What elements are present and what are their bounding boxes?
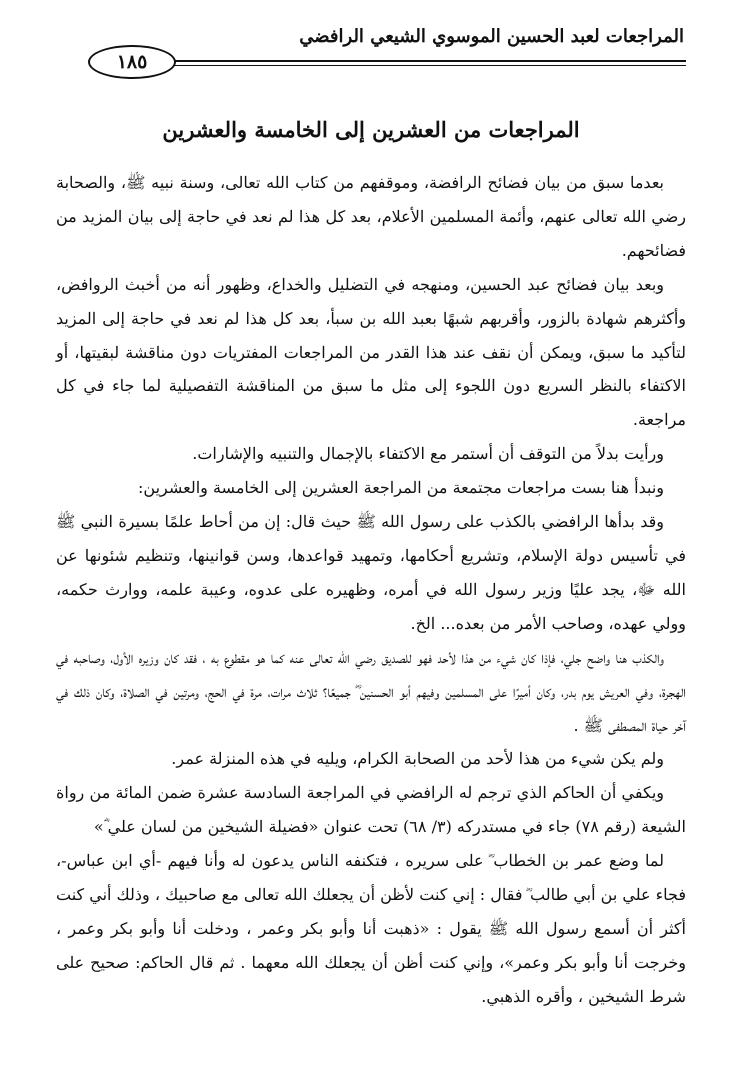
header-rule bbox=[112, 60, 686, 62]
chapter-title: المراجعات من العشرين إلى الخامسة والعشرين bbox=[162, 117, 580, 142]
paragraph-2: وبعد بيان فضائح عبد الحسين، ومنهجه في التضليل والخداع، وظهور أنه من أخبث الروافض، وأكثرهم شهادة بالزور، وأقربهم شبهًا بعبد الله بن سبأ، بعد كل هذا لم نعد في حاجة إلى المزيد لتأكيد ما سبق، ويمكن أن نقف عند هذا القدر من المراجعات المفتريات دون مناقشة لبقيتها، أو الاكتفاء بالنظر السريع دون اللجوء إلى مثل ما سبق من المناقشة التفصيلية لما جاء في كل مراجعة. bbox=[56, 274, 686, 430]
paragraph-8: ويكفي أن الحاكم الذي ترجم له الرافضي في المراجعة السادسة عشرة ضمن المائة من رواة الشيعة (رقم ٧٨) جاء في مستدركه (٣/ ٦٨) تحت عنوان «فضيلة الشيخين من لسان علي ؓ» bbox=[56, 783, 686, 837]
paragraph-5: وقد بدأها الرافضي بالكذب على رسول الله ﷺ حيث قال: إن من أحاط علمًا بسيرة النبي ﷺ في تأسيس دولة الإسلام، وتشريع أحكامها، وتمهيد قواعدها، وسن قوانينها، وتنظيم شئونها عن الله ﷻ، يجد عليًا وزير رسول الله في أمره، وظهيره على عدوه، وعيبة علمه، ووارث حكمه، وولي عهده، وصاحب الأمر من بعده... الخ. bbox=[56, 512, 686, 633]
header-rule-thin bbox=[112, 65, 686, 66]
paragraph-6: والكذب هنا واضح جلي، فإذا كان شيء من هذا لأحد فهو للصديق رضي الله تعالى عنه كما هو مقطوع به ، فقد كان وزيره الأول، وصاحبه في الهجرة، وفي العريش يوم بدر، وكان أميرًا على المسلمين وفيهم أبو الحسنين ؓ جميعًا؟ ثلاث مرات، مرة في الحج، ومرتين في الصلاة، وكان ذلك في آخر حياة المصطفى ﷺ . bbox=[56, 647, 686, 735]
paragraph-9: لما وضع عمر بن الخطاب ؓ على سريره ، فتكنفه الناس يدعون له وأنا فيهم -أي ابن عباس-، فجاء علي بن أبي طالب ؓ فقال : إني كنت لأظن أن يجعلك الله تعالى مع صاحبيك ، وذلك أني كنت أكثر أن أسمع رسول الله ﷺ يقول : «ذهبت أنا وأبو بكر وعمر ، ودخلت أنا وأبو بكر وعمر ، وخرجت أنا وأبو بكر وعمر»، وإني كنت أظن أن يجعلك الله معهما . ثم قال الحاكم: صحيح على شرط الشيخين ، وأقره الذهبي. bbox=[55, 851, 686, 1006]
body-text bbox=[56, 166, 686, 1014]
running-header-title: المراجعات لعبد الحسين الموسوي الشيعي الرافضي bbox=[299, 26, 684, 47]
page-number: ١٨٥ bbox=[88, 45, 176, 79]
paragraph-7: ولم يكن شيء من هذا لأحد من الصحابة الكرام، ويليه في هذه المنزلة عمر. bbox=[171, 749, 664, 769]
paragraph-3: ورأيت بدلاً من التوقف أن أستمر مع الاكتفاء بالإجمال والتنبيه والإشارات. bbox=[192, 444, 664, 464]
paragraph-4: ونبدأ هنا بست مراجعات مجتمعة من المراجعة العشرين إلى الخامسة والعشرين: bbox=[138, 478, 664, 498]
paragraph-1: بعدما سبق من بيان فضائح الرافضة، وموقفهم من كتاب الله تعالى، وسنة نبيه ﷺ، والصحابة رضي الله تعالى عنهم، وأئمة المسلمين الأعلام، بعد كل هذا لم نعد في حاجة إلى بيان المزيد من فضائحهم. bbox=[56, 173, 686, 260]
